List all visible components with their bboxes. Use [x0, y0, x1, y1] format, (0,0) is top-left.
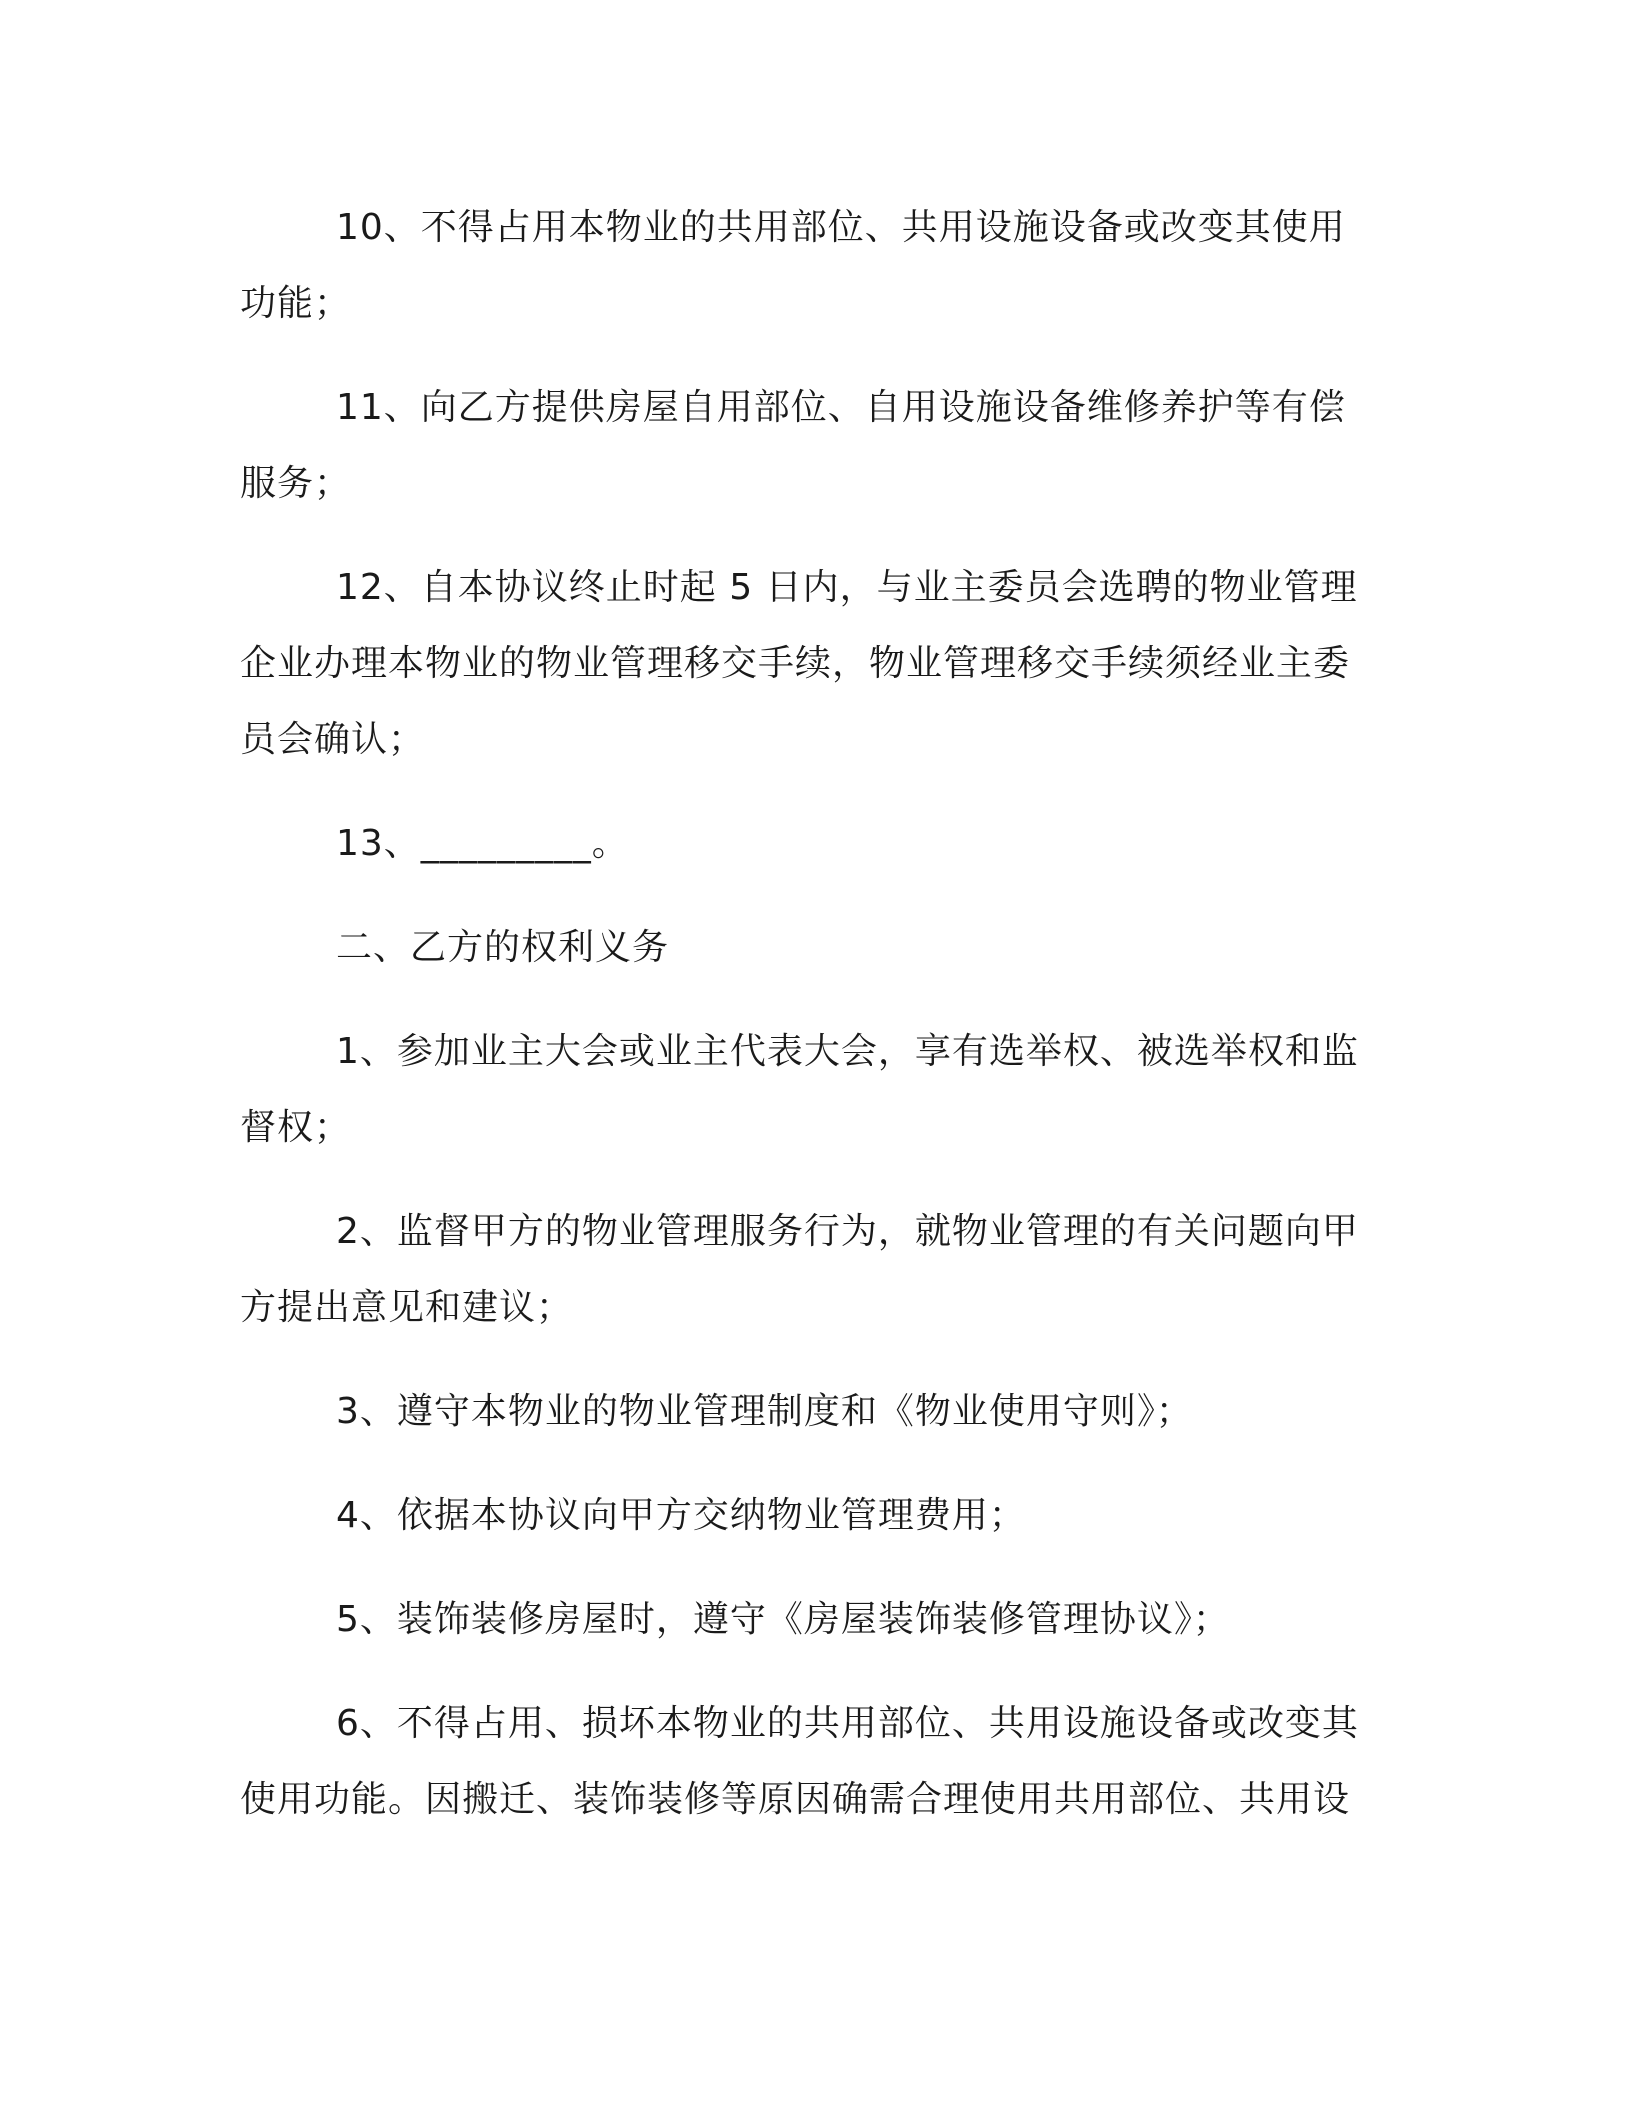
party-b-clause-2: 2、监督甲方的物业管理服务行为，就物业管理的有关问题向甲方提出意见和建议；	[240, 1211, 1359, 1328]
clause-11: 11、向乙方提供房屋自用部位、自用设施设备维修养护等有偿服务；	[240, 387, 1346, 504]
party-b-clause-4: 4、依据本协议向甲方交纳物业管理费用；	[336, 1495, 1026, 1536]
clause-10: 10、不得占用本物业的共用部位、共用设施设备或改变其使用功能；	[240, 207, 1346, 324]
section-heading-party-b: 二、乙方的权利义务	[336, 927, 670, 968]
party-b-clause-3: 3、遵守本物业的物业管理制度和《物业使用守则》；	[336, 1391, 1193, 1432]
party-b-clause-6: 6、不得占用、损坏本物业的共用部位、共用设施设备或改变其使用功能。因搬迁、装饰装修等原因确需合理使用共用部位、共用设	[240, 1703, 1359, 1820]
clause-12: 12、自本协议终止时起 5 日内，与业主委员会选聘的物业管理企业办理本物业的物业管理移交手续，物业管理移交手续须经业主委员会确认；	[240, 567, 1358, 760]
party-b-clause-5: 5、装饰装修房屋时，遵守《房屋装饰装修管理协议》；	[336, 1599, 1230, 1640]
document-page	[240, 190, 1380, 1866]
clause-13: 13、_________。	[336, 823, 629, 864]
party-b-clause-1: 1、参加业主大会或业主代表大会，享有选举权、被选举权和监督权；	[240, 1031, 1359, 1148]
